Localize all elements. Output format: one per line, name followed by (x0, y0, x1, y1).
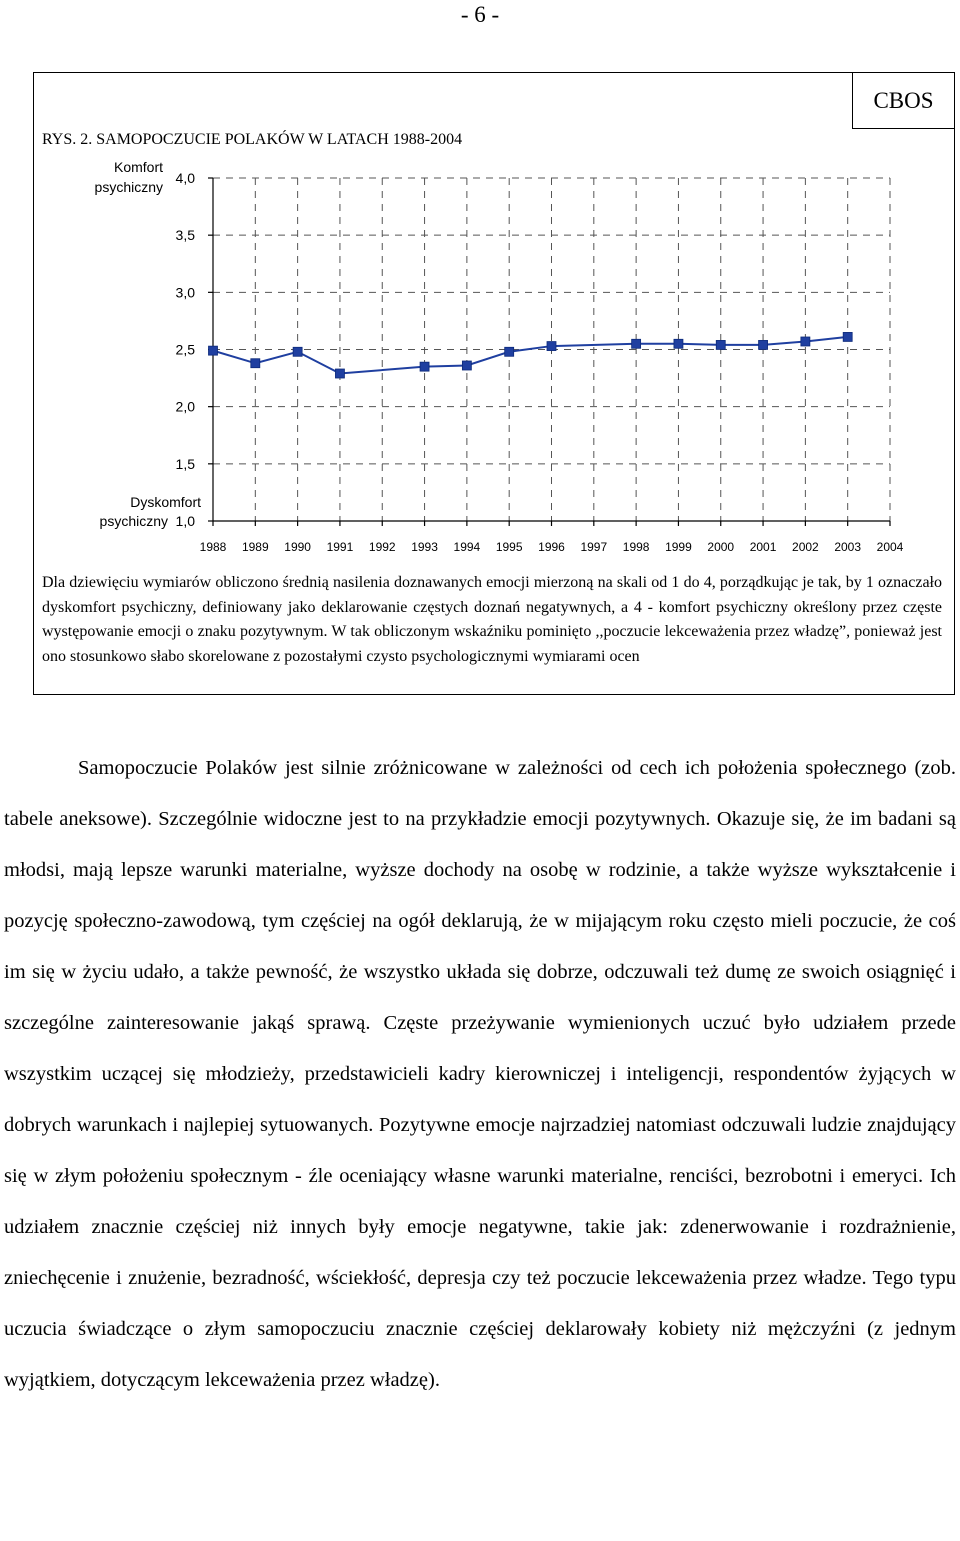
line-chart (33, 150, 913, 565)
y-top-label (95, 159, 164, 195)
series-line (213, 337, 848, 374)
x-tick-label: 2002 (792, 540, 819, 554)
data-point (843, 332, 852, 341)
data-point (420, 362, 429, 371)
chart-series (209, 332, 853, 378)
y-tick-label: 3,5 (175, 227, 195, 244)
x-tick-label: 1993 (411, 540, 438, 554)
y-tick-label: 1,5 (175, 455, 195, 472)
data-point (209, 346, 218, 355)
x-tick-label: 1988 (199, 540, 227, 554)
figure-caption-text: Dla dziewięciu wymiarów obliczono średnią nasilenia doznawanych emocji mierzoną na skali od 1 do 4, porządkując je tak, by 1 oznaczało dyskomfort psychiczny, definiowany jako deklarowanie częstych doznań negatywnych, a 4 - komfort psychiczny określony przez częste występowanie emocji o znaku pozytywnym. W tak obliczonym wskaźniku pominięto ,,poczucie lekceważenia przez władzę”, ponieważ jest ono stosunkowo słabo skorelowane z pozostałymi czysto psychologicznymi wymiarami ocen (42, 574, 942, 666)
data-point (759, 340, 768, 349)
body-text (4, 743, 956, 1406)
x-tick-label: 1991 (326, 540, 354, 554)
data-point (632, 339, 641, 348)
data-point (293, 347, 302, 356)
source-badge: CBOS (852, 72, 955, 129)
figure-caption (42, 571, 942, 670)
figure-title: RYS. 2. SAMOPOCZUCIE POLAKÓW W LATACH 1988-2004 (42, 131, 463, 148)
data-point (505, 347, 514, 356)
y-bottom-label-line: Dyskomfort (130, 494, 201, 510)
x-tick-label: 1997 (580, 540, 608, 554)
x-tick-label: 2003 (834, 540, 862, 554)
y-top-label-line: Komfort (113, 159, 163, 175)
data-point (462, 361, 471, 370)
chart-labels (95, 159, 904, 554)
page-number: - 6 - (460, 2, 500, 27)
x-tick-label: 1995 (495, 540, 523, 554)
x-tick-label: 1994 (453, 540, 481, 554)
y-tick-label: 2,0 (175, 398, 195, 415)
x-tick-label: 2000 (707, 540, 735, 554)
x-tick-label: 1992 (368, 540, 396, 554)
x-tick-label: 1998 (622, 540, 650, 554)
x-tick-label: 2004 (876, 540, 904, 554)
x-tick-label: 1989 (241, 540, 269, 554)
y-bottom-label-line: psychiczny (99, 513, 168, 529)
y-tick-label: 4,0 (175, 170, 195, 186)
x-tick-label: 1996 (538, 540, 565, 554)
data-point (335, 369, 344, 378)
data-point (547, 342, 556, 351)
y-tick-label: 3,0 (175, 284, 195, 301)
x-tick-label: 1990 (284, 540, 311, 554)
y-tick-label: 2,5 (175, 341, 195, 358)
x-tick-label: 2001 (749, 540, 777, 554)
data-point (716, 340, 725, 349)
data-point (251, 359, 260, 368)
chart-axes (208, 178, 890, 526)
data-point (674, 339, 683, 348)
data-point (801, 337, 810, 346)
x-tick-label: 1999 (665, 540, 692, 554)
y-tick-label: 1,0 (175, 513, 195, 529)
y-top-label-line: psychiczny (94, 179, 163, 195)
body-paragraph: Samopoczucie Polaków jest silnie zróżnicowane w zależności od cech ich położenia społecznego (zob. tabele aneksowe). Szczególnie widoczne jest to na przykładzie emocji pozytywnych. Okazuje się, że im badani są młodsi, mają lepsze warunki materialne, wyższe dochody na osobę w rodzinie, a także wyższe wykształcenie i pozycję społeczno-zawodową, tym częściej na ogół deklarują, że w mijającym roku często mieli poczucie, że coś im się w życiu udało, a także pewność, że wszystko układa się dobrze, odczuwali też dumę ze swoich osiągnięć i szczególne zainteresowanie jakąś sprawą. Częste przeżywanie wymienionych uczuć było udziałem przede wszystkim uczącej się młodzieży, przedstawicieli kadry kierowniczej i inteligencji, respondentów żyjących w dobrych warunkach i najlepiej sytuowanych. Pozytywne emocje najrzadziej natomiast odczuwali ludzie znajdujący się w złym położeniu społecznym - źle oceniający własne warunki materialne, renciści, bezrobotni i emeryci. Ich udziałem znacznie częściej niż innych były emocje negatywne, takie jak: zdenerwowanie i rozdrażnienie, zniechęcenie i znużenie, bezradność, wściekłość, depresja czy też poczucie lekceważenia przez władze. Tego typu uczucia świadczące o złym samopoczuciu znacznie częściej deklarowały kobiety niż mężczyźni (z jednym wyjątkiem, dotyczącym lekceważenia przez władzę). (4, 757, 956, 1391)
